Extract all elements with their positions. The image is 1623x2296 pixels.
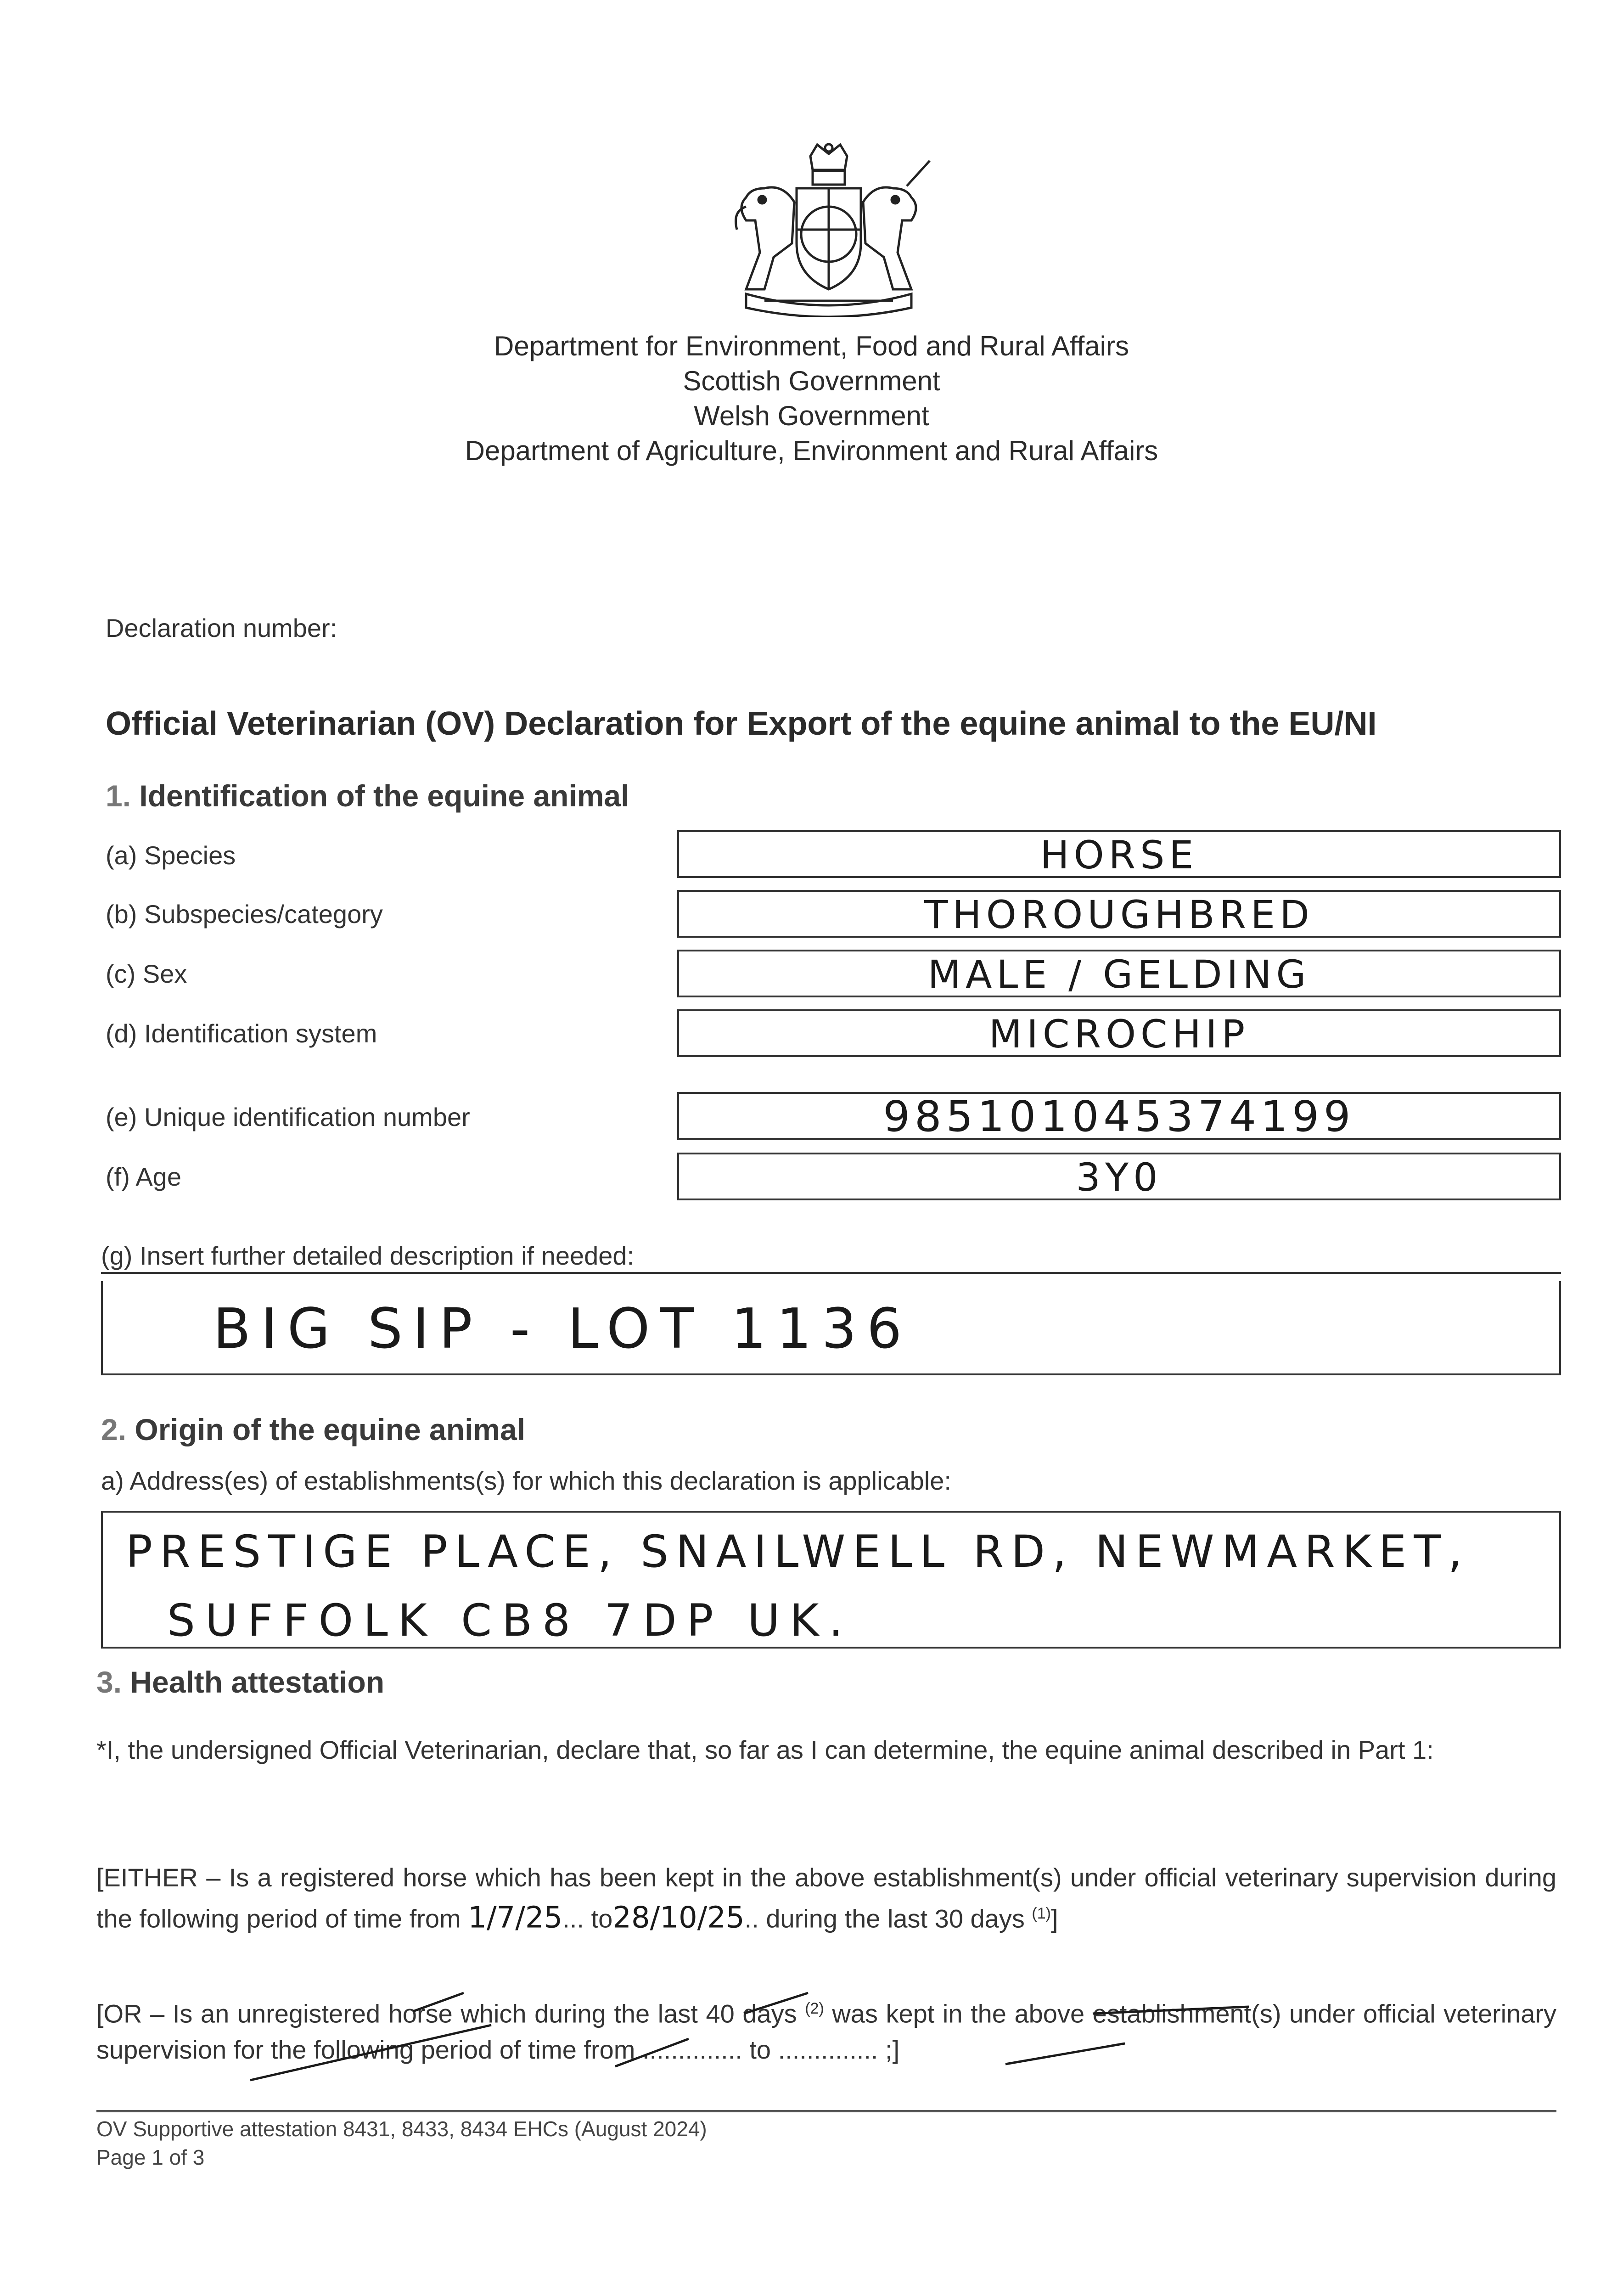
either-to: to [584, 1904, 613, 1933]
address-line2: SUFFOLK CB8 7DP UK. [167, 1595, 853, 1646]
field-label-identification-system: (d) Identification system [106, 1019, 377, 1048]
section2-number: 2. [101, 1412, 127, 1446]
description-label: (g) Insert further detailed description if needed: [101, 1241, 635, 1270]
field-value-age: 3Y0 [1076, 1155, 1162, 1200]
field-label-unique-id: (e) Unique identification number [106, 1103, 470, 1131]
department-welsh-government: Welsh Government [694, 400, 929, 431]
footer-page-number: Page 1 of 3 [96, 2145, 205, 2169]
description-value: BIG SIP - LOT 1136 [213, 1297, 912, 1361]
field-label-sex: (c) Sex [106, 959, 187, 988]
section2-title: Origin of the equine animal [135, 1412, 526, 1446]
either-dots2: .. [744, 1904, 759, 1933]
page-title: Official Veterinarian (OV) Declaration for Export of the equine animal to the EU/NI [106, 705, 1377, 742]
date-to: 28/10/25 [612, 1901, 745, 1935]
either-footnote-ref: (1) [1032, 1905, 1051, 1922]
department-daera: Department of Agriculture, Environment and Rural Affairs [465, 435, 1158, 466]
either-dots1: ... [562, 1904, 584, 1933]
section1-number: 1. [106, 779, 131, 813]
field-label-subspecies: (b) Subspecies/category [106, 900, 383, 929]
field-value-subspecies: THOROUGHBRED [924, 892, 1314, 937]
or-text-part1: [OR – Is an unregistered horse which during the last 40 days [96, 1999, 805, 2028]
address-line1: PRESTIGE PLACE, SNAILWELL RD, NEWMARKET, [126, 1526, 1470, 1577]
section3-title: Health attestation [130, 1665, 385, 1699]
address-label: a) Address(es) of establishments(s) for which this declaration is applicable: [101, 1466, 951, 1495]
date-from: 1/7/25 [468, 1901, 563, 1935]
field-value-identification-system: MICROCHIP [988, 1012, 1250, 1057]
field-label-species: (a) Species [106, 841, 236, 870]
department-defra: Department for Environment, Food and Rural Affairs [494, 331, 1129, 361]
field-value-sex: MALE / GELDING [927, 952, 1311, 997]
either-text-part2: during the last 30 days [758, 1904, 1032, 1933]
field-label-age: (f) Age [106, 1162, 181, 1191]
footer-attestation: OV Supportive attestation 8431, 8433, 8434 EHCs (August 2024) [96, 2117, 707, 2141]
footer-rule [96, 2110, 1556, 2112]
or-text-part2: was kept in the above establishment(s) under official veterinary supervision for the following period of time from .............. to .............. ;] [96, 1999, 1557, 2064]
section3-number: 3. [96, 1665, 122, 1699]
section1-title: Identification of the equine animal [139, 779, 629, 813]
field-value-unique-id: 985101045374199 [883, 1092, 1355, 1141]
declaration-number-label: Declaration number: [106, 613, 337, 642]
health-attestation-intro: *I, the undersigned Official Veterinarian, declare that, so far as I can determine, the equine animal described in Part 1: [96, 1735, 1434, 1764]
or-footnote-ref: (2) [805, 2000, 824, 2017]
either-text-part1: [EITHER – Is a registered horse which has been kept in the above establishment(s) under official veterinary supervision during the following period of time from [96, 1863, 1556, 1933]
department-scottish-government: Scottish Government [683, 366, 940, 396]
either-end: ] [1050, 1904, 1058, 1933]
field-value-species: HORSE [1040, 833, 1198, 878]
